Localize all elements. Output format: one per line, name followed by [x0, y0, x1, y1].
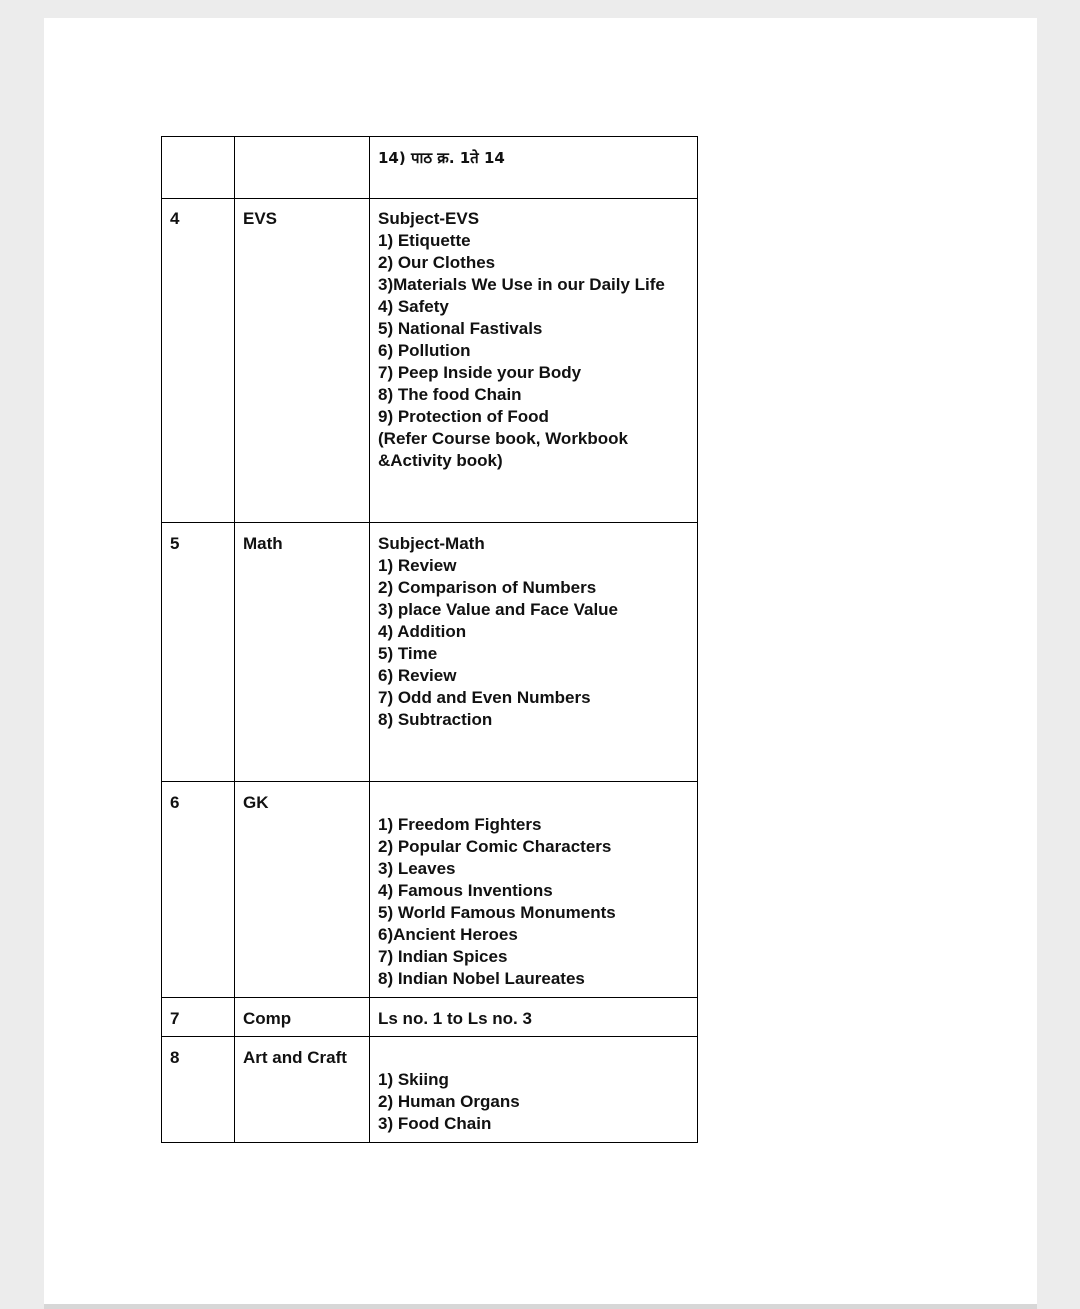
- blank-line: [378, 1047, 689, 1069]
- subject-cell: EVS: [235, 199, 370, 523]
- topics-cell: [370, 137, 698, 199]
- topics-cell: [370, 1037, 698, 1143]
- topic-line: 8) The food Chain: [378, 385, 522, 404]
- topic-line: &Activity book): [378, 451, 503, 470]
- topic-line: 2) Popular Comic Characters: [378, 837, 612, 856]
- topic-line: 7) Indian Spices: [378, 947, 508, 966]
- topic-line: 5) World Famous Monuments: [378, 903, 616, 922]
- row-number-cell: 4: [162, 199, 235, 523]
- topic-line: 14) पाठ क्र. 1ते 14: [378, 149, 505, 167]
- table-row: [162, 523, 698, 782]
- topic-line: 2) Human Organs: [378, 1092, 520, 1111]
- topics-cell: [370, 523, 698, 782]
- topic-line: 2) Our Clothes: [378, 253, 496, 272]
- document-page: [44, 18, 1037, 1304]
- row-number-cell: 5: [162, 523, 235, 782]
- topic-line: 4) Safety: [378, 297, 449, 316]
- topic-line: Subject-Math: [378, 534, 485, 553]
- table-row: [162, 199, 698, 523]
- subject-cell: Art and Craft: [235, 1037, 370, 1143]
- syllabus-table-body: [162, 137, 698, 1143]
- topic-line: 1) Freedom Fighters: [378, 815, 542, 834]
- topics-cell: [370, 782, 698, 998]
- topic-line: 7) Odd and Even Numbers: [378, 688, 591, 707]
- topic-line: 6) Pollution: [378, 341, 471, 360]
- topic-line: Ls no. 1 to Ls no. 3: [378, 1009, 532, 1028]
- topic-line: 4) Famous Inventions: [378, 881, 553, 900]
- topic-line: 8) Indian Nobel Laureates: [378, 969, 585, 988]
- table-row: [162, 782, 698, 998]
- topic-line: 5) Time: [378, 644, 438, 663]
- topic-line: 3) Leaves: [378, 859, 456, 878]
- row-number-cell: 7: [162, 998, 235, 1037]
- subject-cell: Comp: [235, 998, 370, 1037]
- blank-line: [378, 792, 689, 814]
- table-row: [162, 1037, 698, 1143]
- topic-line: 3) place Value and Face Value: [378, 600, 619, 619]
- topic-line: 2) Comparison of Numbers: [378, 578, 597, 597]
- topic-line: 3) Food Chain: [378, 1114, 492, 1133]
- table-row: [162, 998, 698, 1037]
- topic-line: 8) Subtraction: [378, 710, 493, 729]
- topic-line: 5) National Fastivals: [378, 319, 543, 338]
- topic-line: 1) Review: [378, 556, 457, 575]
- table-row: [162, 137, 698, 199]
- topic-line: (Refer Course book, Workbook: [378, 429, 628, 448]
- topic-line: 1) Skiing: [378, 1070, 449, 1089]
- topic-line: 4) Addition: [378, 622, 467, 641]
- subject-cell: [235, 137, 370, 199]
- topic-line: 3)Materials We Use in our Daily Life: [378, 275, 665, 294]
- topic-line: 9) Protection of Food: [378, 407, 549, 426]
- topic-line: 1) Etiquette: [378, 231, 471, 250]
- topic-line: Subject-EVS: [378, 209, 480, 228]
- syllabus-table: [161, 136, 698, 1143]
- row-number-cell: 8: [162, 1037, 235, 1143]
- topic-line: 6)Ancient Heroes: [378, 925, 518, 944]
- topic-line: 7) Peep Inside your Body: [378, 363, 582, 382]
- subject-cell: Math: [235, 523, 370, 782]
- row-number-cell: [162, 137, 235, 199]
- page-bottom-edge: [44, 1304, 1037, 1309]
- row-number-cell: 6: [162, 782, 235, 998]
- topics-cell: [370, 998, 698, 1037]
- topic-line: 6) Review: [378, 666, 457, 685]
- topics-cell: [370, 199, 698, 523]
- subject-cell: GK: [235, 782, 370, 998]
